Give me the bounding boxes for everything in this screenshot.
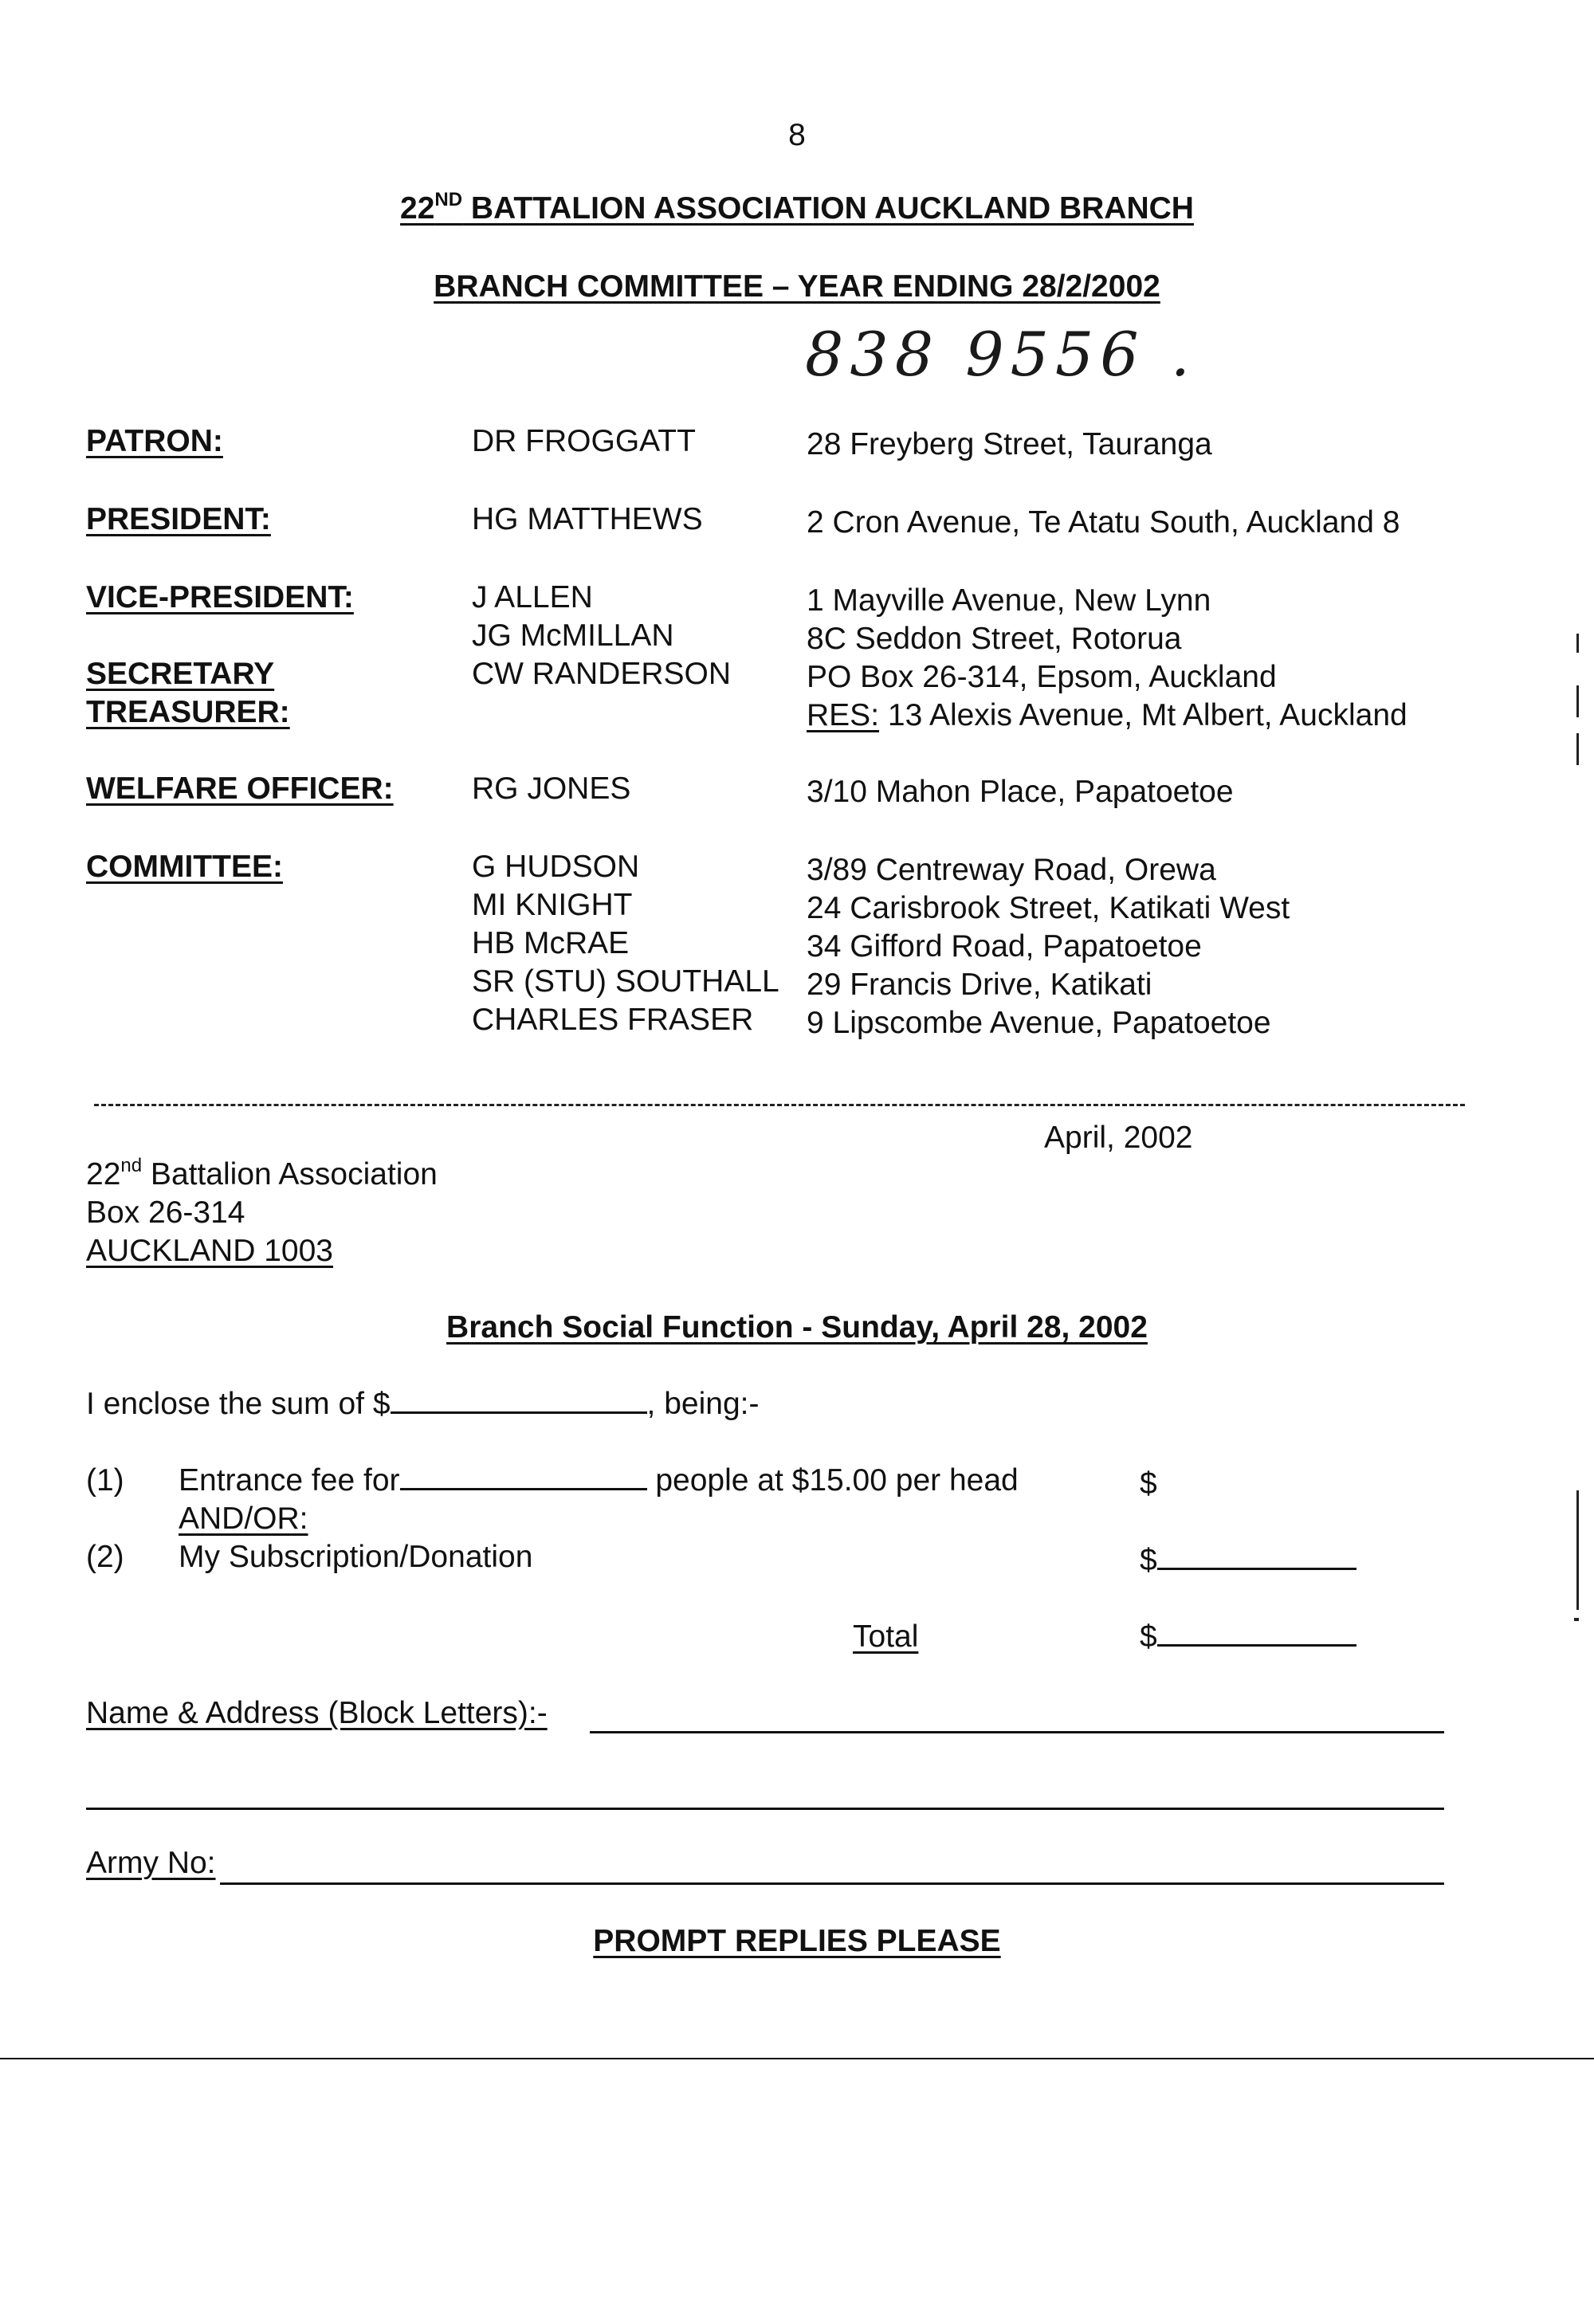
org-name: 22nd Battalion Association — [86, 1155, 438, 1191]
item-1-number: (1) — [86, 1463, 124, 1498]
item-2-label: My Subscription/Donation — [179, 1540, 533, 1574]
name-welfare-officer: RG JONES — [472, 771, 631, 806]
army-no-field[interactable] — [220, 1882, 1444, 1885]
name-committee-4: SR (STU) SOUTHALL — [472, 964, 779, 999]
name-secretary-treasurer: CW RANDERSON — [472, 657, 732, 691]
name-committee-2: MI KNIGHT — [472, 888, 633, 922]
total-label: Total — [853, 1619, 919, 1654]
address-secretary-treasurer: PO Box 26-314, Epsom, Auckland — [807, 660, 1277, 694]
item-1-line: Entrance fee for people at $15.00 per head — [179, 1463, 1019, 1498]
document-subtitle: BRANCH COMMITTEE – YEAR ENDING 28/2/2002 — [434, 269, 1160, 304]
total-amount-field[interactable] — [1157, 1644, 1356, 1647]
address-committee-4: 29 Francis Drive, Katikati — [807, 968, 1152, 1002]
page-number: 8 — [788, 118, 806, 152]
army-no-label: Army No: — [86, 1846, 216, 1880]
role-president: PRESIDENT: — [86, 502, 271, 536]
name-committee-3: HB McRAE — [472, 926, 630, 960]
address-committee-2: 24 Carisbrook Street, Katikati West — [807, 891, 1290, 925]
address-second-line-field[interactable] — [86, 1808, 1444, 1810]
address-committee-3: 34 Gifford Road, Papatoetoe — [807, 929, 1202, 964]
tear-off-separator — [94, 1104, 1465, 1106]
name-committee-1: G HUDSON — [472, 850, 640, 884]
address-welfare-officer: 3/10 Mahon Place, Papatoetoe — [807, 775, 1234, 809]
role-secretary: SECRETARY — [86, 657, 275, 691]
enclose-sum-line: I enclose the sum of $ , being:- — [86, 1387, 760, 1421]
role-vice-president: VICE-PRESIDENT: — [86, 580, 354, 614]
residence-address: RES: 13 Alexis Avenue, Mt Albert, Auckland — [807, 698, 1408, 732]
name-vice-president-1: J ALLEN — [472, 580, 593, 614]
role-treasurer: TREASURER: — [86, 695, 290, 729]
donation-amount-field[interactable] — [1157, 1568, 1356, 1570]
scan-mark — [1576, 685, 1579, 717]
address-president: 2 Cron Avenue, Te Atatu South, Auckland 8 — [807, 505, 1400, 540]
form-date: April, 2002 — [1044, 1121, 1193, 1155]
address-patron: 28 Freyberg Street, Tauranga — [807, 427, 1212, 461]
address-committee-5: 9 Lipscombe Avenue, Papatoetoe — [807, 1006, 1271, 1040]
address-vice-president-2: 8C Seddon Street, Rotorua — [807, 622, 1182, 656]
item-2-amount-line: $ — [1140, 1543, 1356, 1578]
name-address-label: Name & Address (Block Letters):- — [86, 1696, 548, 1730]
item-2-number: (2) — [86, 1540, 124, 1574]
org-city: AUCKLAND 1003 — [86, 1234, 333, 1268]
role-committee: COMMITTEE: — [86, 850, 283, 884]
name-vice-president-2: JG McMILLAN — [472, 618, 674, 653]
handwritten-phone-number: 838 9556 . — [805, 319, 1196, 390]
function-title: Branch Social Function - Sunday, April 28, 2002 — [446, 1310, 1148, 1345]
address-committee-1: 3/89 Centreway Road, Orewa — [807, 853, 1216, 887]
scan-mark — [1576, 1490, 1579, 1610]
item-1-dollar-sign: $ — [1140, 1466, 1157, 1501]
name-committee-5: CHARLES FRASER — [472, 1003, 754, 1037]
role-welfare-officer: WELFARE OFFICER: — [86, 771, 394, 806]
name-patron: DR FROGGATT — [472, 424, 696, 458]
scan-mark — [1574, 1618, 1579, 1621]
and-or-label: AND/OR: — [179, 1502, 308, 1536]
org-box: Box 26-314 — [86, 1195, 245, 1230]
prompt-replies-notice: PROMPT REPLIES PLEASE — [593, 1924, 1001, 1958]
role-patron: PATRON: — [86, 424, 223, 458]
document-title: 22ND BATTALION ASSOCIATION AUCKLAND BRANCH — [400, 189, 1194, 226]
enclose-amount-field[interactable] — [391, 1411, 647, 1414]
scan-mark — [1576, 634, 1579, 653]
name-address-field[interactable] — [590, 1731, 1444, 1733]
people-count-field[interactable] — [400, 1488, 647, 1490]
bottom-rule — [0, 2058, 1594, 2059]
name-president: HG MATTHEWS — [472, 502, 703, 536]
total-amount-line: $ — [1140, 1619, 1356, 1655]
address-vice-president-1: 1 Mayville Avenue, New Lynn — [807, 583, 1211, 618]
scan-mark — [1576, 733, 1579, 765]
